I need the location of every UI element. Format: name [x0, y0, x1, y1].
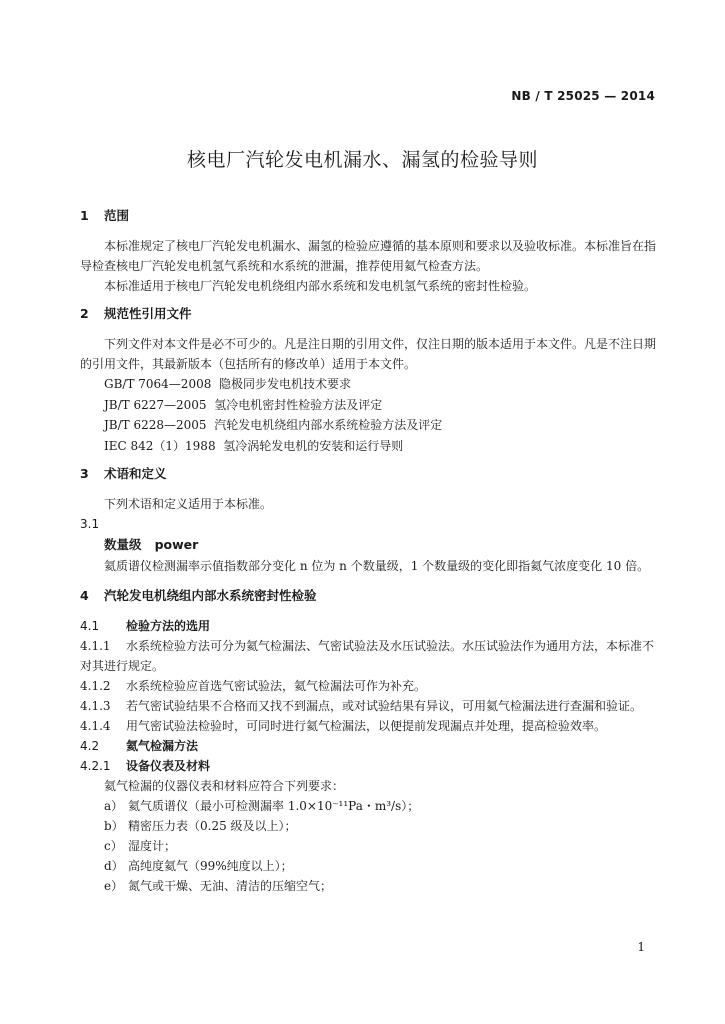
- section-2-paragraph-1: 下列文件对本文件是必不可少的。凡是注日期的引用文件，仅注日期的版本适用于本文件。凡是不注日期的引用文件，其最新版本（包括所有的修改单）适用于本文件。: [80, 337, 657, 371]
- term-definition: 氦质谱仪检测漏率示值指数部分变化 n 位为 n 个数量级，1 个数量级的变化即指氦气浓度变化 10 倍。: [104, 559, 650, 573]
- clause-number: 4.1.2: [80, 679, 111, 693]
- section-title: 规范性引用文件: [104, 306, 192, 321]
- term-chinese: 数量级: [104, 537, 142, 552]
- subsection-4-2-1-heading: [80, 756, 658, 776]
- subsection-number: 4.2: [80, 739, 100, 753]
- section-number: 2: [80, 306, 89, 321]
- clause-number: 4.1.4: [80, 719, 111, 733]
- reference-title: 汽轮发电机绕组内部水系统检验方法及评定: [214, 418, 443, 432]
- list-item-text: 氦气质谱仪（最小可检测漏率 1.0×10⁻¹¹Pa・m³/s）；: [128, 799, 420, 813]
- clause-text: 水系统检验方法可分为氦气检漏法、气密试验法及水压试验法。水压试验法作为通用方法，本标准不对其进行规定。: [80, 639, 655, 673]
- term-english: power: [154, 537, 199, 552]
- list-item: [80, 796, 658, 816]
- clause-4-1-2: [80, 676, 658, 696]
- section-1-heading: [80, 206, 658, 226]
- subsection-title: 检验方法的选用: [126, 619, 211, 633]
- section-number: 3: [80, 466, 89, 481]
- subsection-4-2-heading: [80, 736, 658, 756]
- list-marker: d）: [104, 859, 124, 873]
- list-marker: c）: [104, 839, 123, 853]
- section-4-heading: [80, 586, 658, 606]
- clause-number: 4.1.3: [80, 699, 111, 713]
- reference-item: [80, 395, 658, 416]
- standard-code: NB / T 25025 — 2014: [511, 89, 655, 103]
- reference-code: GB/T 7064—2008: [104, 377, 212, 391]
- reference-code: JB/T 6228—2005: [104, 418, 207, 432]
- list-item-text: 高纯度氦气（99%纯度以上）；: [128, 859, 293, 873]
- section-title: 术语和定义: [104, 466, 167, 481]
- section-1-paragraph-2: 本标准适用于核电厂汽轮发电机绕组内部水系统和发电机氢气系统的密封性检验。: [104, 279, 537, 293]
- list-item: [80, 816, 658, 836]
- section-title: 汽轮发电机绕组内部水系统密封性检验: [104, 588, 317, 603]
- clause-4-1-1: [80, 636, 658, 676]
- clause-number: 4.1.1: [80, 639, 111, 653]
- subsection-number: 4.1: [80, 619, 100, 633]
- clause-text: 若气密试验结果不合格而又找不到漏点，或对试验结果有异议，可用氦气检漏法进行查漏和验证。: [126, 699, 643, 713]
- clause-4-1-3: [80, 696, 658, 716]
- list-marker: b）: [104, 819, 124, 833]
- reference-code: IEC 842（1）1988: [104, 438, 216, 453]
- section-3-paragraph-1: 下列术语和定义适用于本标准。: [104, 497, 273, 511]
- list-item: [80, 856, 658, 876]
- list-marker: e）: [104, 879, 124, 893]
- section-title: 范围: [104, 208, 130, 223]
- list-item-text: 湿度计；: [128, 839, 177, 853]
- page-number: 1: [637, 940, 645, 954]
- reference-title: 氢冷电机密封性检验方法及评定: [214, 397, 383, 412]
- list-item-text: 精密压力表（0.25 级及以上）；: [128, 819, 297, 833]
- list-item: [80, 876, 658, 896]
- reference-title: 隐极同步发电机技术要求: [218, 377, 351, 391]
- reference-code: JB/T 6227—2005: [104, 397, 207, 412]
- clause-text: 水系统检验应首选气密试验法，氦气检漏法可作为补充。: [126, 679, 427, 693]
- clause-4-1-4: [80, 716, 658, 736]
- subsection-title: 设备仪表及材料: [126, 759, 211, 773]
- term-number: 3.1: [80, 517, 100, 531]
- requirements-intro: 氦气检漏的仪器仪表和材料应符合下列要求：: [104, 779, 345, 793]
- subsection-number: 4.2.1: [80, 759, 111, 773]
- document-body: [80, 206, 658, 896]
- list-marker: a）: [104, 799, 124, 813]
- subsection-4-1-heading: [80, 616, 658, 636]
- reference-title: 氢冷涡轮发电机的安装和运行导则: [223, 438, 404, 453]
- subsection-title: 氦气检漏方法: [126, 739, 199, 753]
- list-item-text: 氮气或干燥、无油、清洁的压缩空气；: [128, 879, 333, 893]
- section-3-heading: [80, 464, 658, 484]
- document-title: 核电厂汽轮发电机漏水、漏氢的检验导则: [186, 149, 538, 171]
- reference-item: [80, 436, 658, 457]
- term-heading: [80, 534, 658, 556]
- reference-item: [80, 374, 658, 395]
- section-2-heading: [80, 304, 658, 324]
- section-number: 1: [80, 208, 89, 223]
- section-number: 4: [80, 588, 89, 603]
- section-1-paragraph-1: 本标准规定了核电厂汽轮发电机漏水、漏氢的检验应遵循的基本原则和要求以及验收标准。本标准旨在指导检查核电厂汽轮发电机氢气系统和水系统的泄漏，推荐使用氦气检查方法。: [80, 239, 657, 273]
- list-item: [80, 836, 658, 856]
- clause-text: 用气密试验法检验时，可同时进行氦气检漏法，以便提前发现漏点并处理，提高检验效率。: [126, 719, 607, 733]
- reference-item: [80, 415, 658, 436]
